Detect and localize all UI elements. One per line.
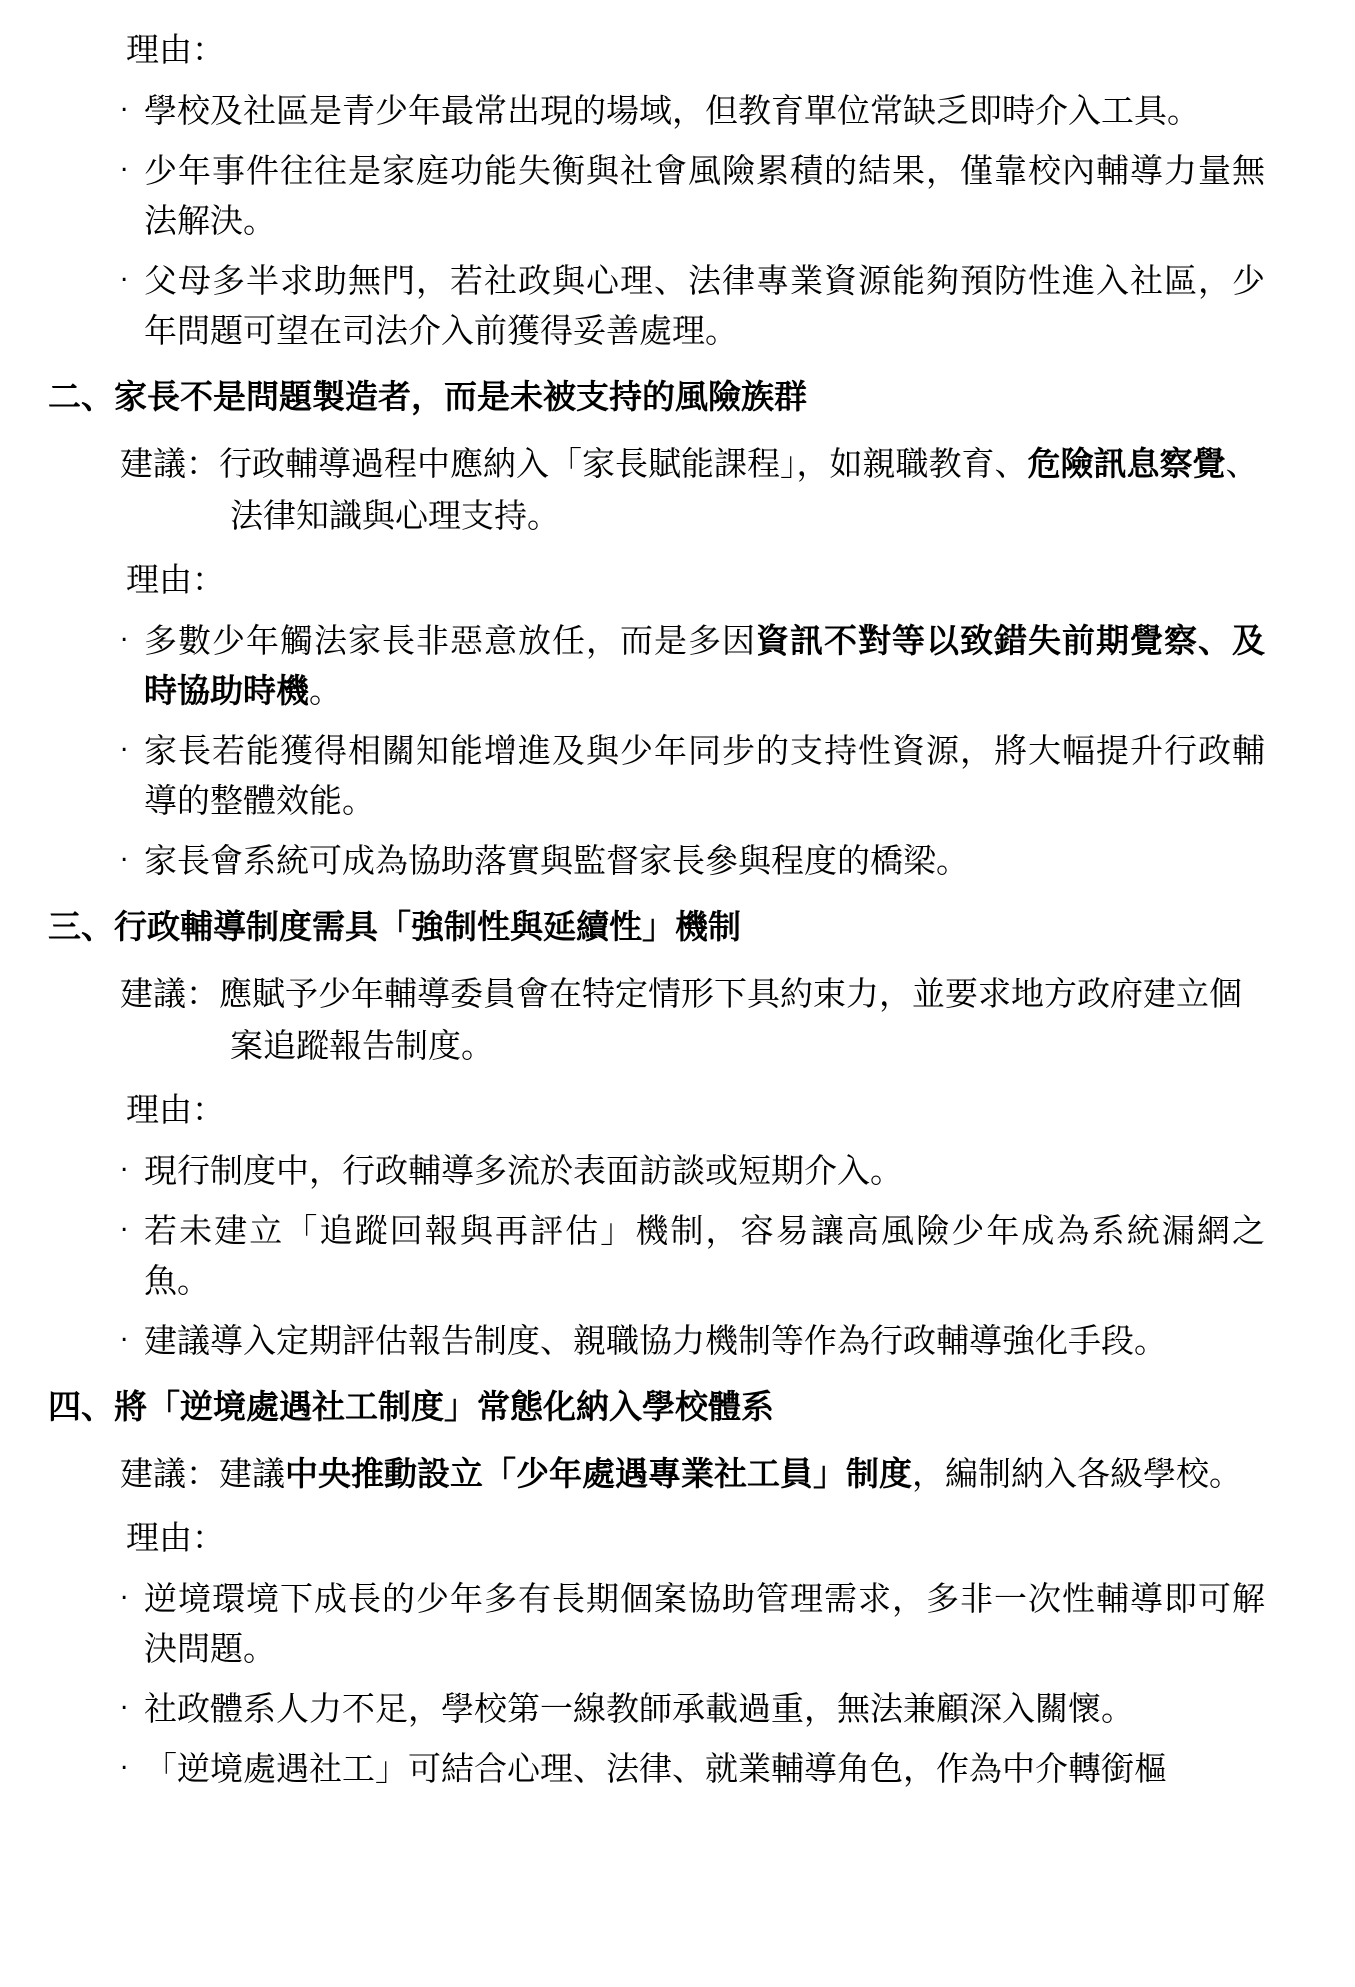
bullet-text: 「逆境處遇社工」可結合心理、法律、就業輔導角色，作為中介轉銜樞	[144, 1749, 1167, 1788]
bullet-text: 家長會系統可成為協助落實與監督家長參與程度的橋梁。	[144, 841, 969, 880]
bullet-text: 建議導入定期評估報告制度、親職協力機制等作為行政輔導強化手段。	[144, 1321, 1167, 1360]
list-item	[120, 1574, 1265, 1674]
suggest-text: 應賦予少年輔導委員會在特定情形下具約束力，並要求地方政府建立個案追蹤報告制度。	[219, 974, 1242, 1065]
bullet-text: 父母多半求助無門，若社政與心理、法律專業資源能夠預防性進入社區，少年問題可望在司法介入前獲得妥善處理。	[144, 261, 1265, 350]
bullet-text: 若未建立「追蹤回報與再評估」機制，容易讓高風險少年成為系統漏網之魚。	[144, 1211, 1265, 1300]
intro-reason-list	[48, 86, 1265, 356]
list-item	[120, 1684, 1265, 1734]
section-3-title: 三、行政輔導制度需具「強制性與延續性」機制	[48, 907, 741, 946]
suggest-emphasis: 危險訊息察覺	[1027, 444, 1226, 483]
section-4-suggestion	[120, 1448, 1265, 1500]
list-item	[120, 1206, 1265, 1306]
bullet-icon: ‧	[120, 846, 129, 876]
section-2-title: 二、家長不是問題製造者，而是未被支持的風險族群	[48, 377, 807, 416]
suggest-text-tail: ，編制納入各級學校。	[912, 1454, 1242, 1493]
bullet-icon: ‧	[120, 1754, 129, 1784]
bullet-text: 少年事件往往是家庭功能失衡與社會風險累積的結果，僅靠校內輔導力量無法解決。	[144, 151, 1265, 240]
bullet-text: 社政體系人力不足，學校第一線教師承載過重，無法兼顧深入關懷。	[144, 1689, 1134, 1728]
section-2-reason-list	[48, 616, 1265, 886]
suggest-text: 行政輔導過程中應納入「家長賦能課程」，如親職教育、	[219, 444, 1028, 483]
bullet-text: 現行制度中，行政輔導多流於表面訪談或短期介入。	[144, 1151, 903, 1190]
bullet-icon: ‧	[120, 266, 129, 296]
bullet-icon: ‧	[120, 1216, 129, 1246]
list-item	[120, 1744, 1265, 1794]
section-2-suggestion	[120, 438, 1265, 542]
list-item	[120, 256, 1265, 356]
section-4-reason-list	[48, 1574, 1265, 1794]
bullet-icon: ‧	[120, 156, 129, 186]
reason-label: 理由：	[126, 30, 225, 69]
bullet-text: 學校及社區是青少年最常出現的場域，但教育單位常缺乏即時介入工具。	[144, 91, 1200, 130]
reason-label: 理由：	[126, 1090, 225, 1129]
list-item	[120, 1146, 1265, 1196]
suggest-label: 建議：	[120, 974, 219, 1013]
bullet-icon: ‧	[120, 1156, 129, 1186]
reason-label: 理由：	[126, 1518, 225, 1557]
bullet-emphasis: 資訊不對等以致錯失前期覺察、及時協助時機	[144, 621, 1265, 710]
suggest-label: 建議：	[120, 1454, 219, 1493]
section-3-suggestion	[120, 968, 1265, 1072]
bullet-text: 家長若能獲得相關知能增進及與少年同步的支持性資源，將大幅提升行政輔導的整體效能。	[144, 731, 1265, 820]
list-item	[120, 1316, 1265, 1366]
bullet-icon: ‧	[120, 1326, 129, 1356]
bullet-text: 逆境環境下成長的少年多有長期個案協助管理需求，多非一次性輔導即可解決問題。	[144, 1579, 1265, 1668]
list-item	[120, 726, 1265, 826]
bullet-text-tail: 。	[309, 671, 342, 710]
suggest-text: 建議	[219, 1454, 285, 1493]
bullet-icon: ‧	[120, 626, 129, 656]
bullet-icon: ‧	[120, 96, 129, 126]
bullet-icon: ‧	[120, 736, 129, 766]
section-4-title: 四、將「逆境處遇社工制度」常態化納入學校體系	[48, 1387, 774, 1426]
list-item	[120, 836, 1265, 886]
list-item	[120, 146, 1265, 246]
list-item	[120, 616, 1265, 716]
bullet-text: 多數少年觸法家長非惡意放任，而是多因	[144, 621, 756, 660]
suggest-text-tail: 、法律知識與心理支持。	[230, 444, 1259, 535]
suggest-label: 建議：	[120, 444, 219, 483]
suggest-emphasis: 中央推動設立「少年處遇專業社工員」制度	[285, 1454, 912, 1493]
bullet-icon: ‧	[120, 1694, 129, 1724]
bullet-icon: ‧	[120, 1584, 129, 1614]
section-3-reason-list	[48, 1146, 1265, 1366]
reason-label: 理由：	[126, 560, 225, 599]
list-item	[120, 86, 1265, 136]
